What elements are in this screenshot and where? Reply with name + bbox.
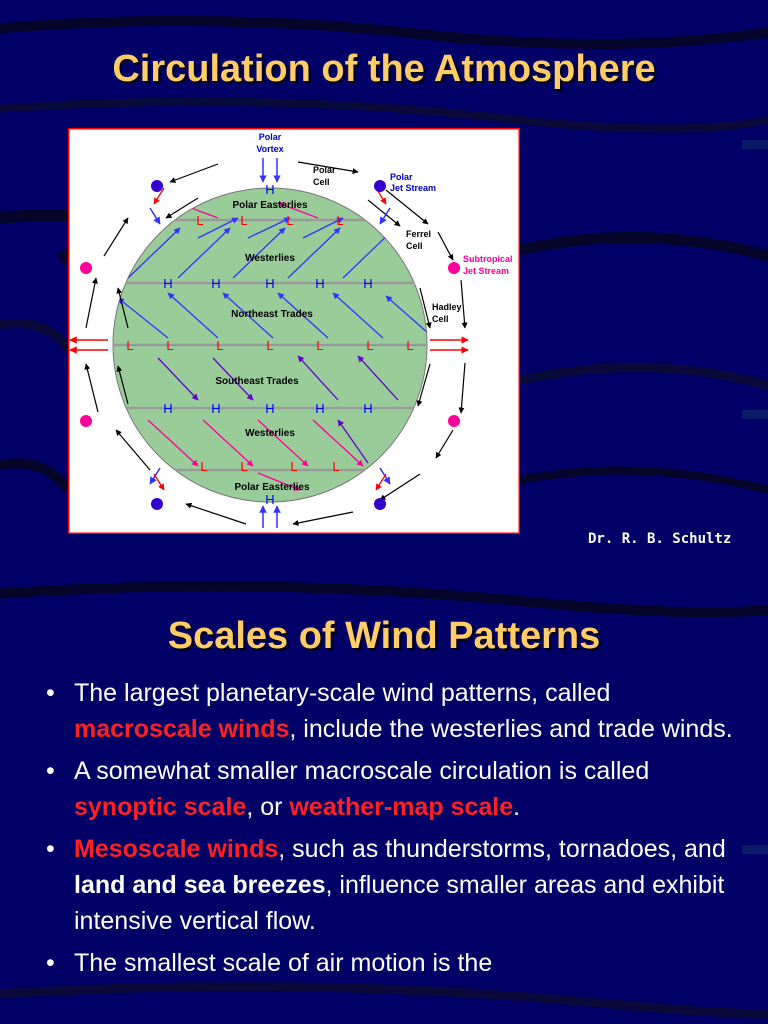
term-weather-map-scale: weather-map scale	[289, 793, 514, 821]
term-macroscale-winds: macroscale winds	[74, 715, 290, 743]
high-pressure-symbol: H	[163, 276, 173, 291]
label-hadley-cell: Cell	[432, 314, 449, 324]
high-pressure-symbol: H	[265, 182, 275, 197]
high-pressure-symbol: H	[265, 401, 275, 416]
low-pressure-symbol: L	[406, 338, 414, 353]
label-polar-cell: Cell	[313, 177, 330, 187]
bullet-item: • Mesoscale winds, such as thunderstorms, tornadoes, and land and sea breezes, influence smaller areas and exhibit intensive vertical flow.	[46, 831, 746, 939]
label-polar-jet-stream: Jet Stream	[390, 183, 437, 193]
slide-wind-scales	[0, 575, 768, 1024]
label-westerlies-north: Westerlies	[245, 253, 295, 264]
term-land-sea-breezes: land and sea breezes	[74, 871, 326, 899]
subtropical-jet-stream-dot	[448, 415, 460, 427]
low-pressure-symbol: L	[290, 459, 298, 474]
low-pressure-symbol: L	[216, 338, 224, 353]
label-subtropical-jet-stream: Subtropical	[463, 254, 513, 264]
bullet-list	[46, 675, 746, 987]
polar-jet-stream-dot	[374, 180, 386, 192]
high-pressure-symbol: H	[265, 276, 275, 291]
slide-title: Scales of Wind Patterns	[167, 615, 601, 657]
subtropical-jet-stream-dot	[80, 262, 92, 274]
label-polar-vortex: Vortex	[256, 144, 284, 154]
label-northeast-trades: Northeast Trades	[231, 309, 313, 320]
subtropical-jet-stream-dot	[80, 415, 92, 427]
low-pressure-symbol: L	[126, 338, 134, 353]
low-pressure-symbol: L	[200, 459, 208, 474]
high-pressure-symbol: H	[315, 276, 325, 291]
bullet-item: • The smallest scale of air motion is the	[46, 945, 746, 981]
low-pressure-symbol: L	[266, 338, 274, 353]
label-subtropical-jet-stream: Jet Stream	[463, 266, 510, 276]
high-pressure-symbol: H	[265, 492, 275, 507]
low-pressure-symbol: L	[366, 338, 374, 353]
low-pressure-symbol: L	[336, 213, 344, 228]
low-pressure-symbol: L	[240, 213, 248, 228]
label-polar-easterlies-north: Polar Easterlies	[232, 200, 308, 211]
low-pressure-symbol: L	[240, 459, 248, 474]
high-pressure-symbol: H	[163, 401, 173, 416]
low-pressure-symbol: L	[196, 213, 204, 228]
label-hadley-cell: Hadley	[432, 302, 462, 312]
circulation-diagram	[68, 128, 520, 534]
low-pressure-symbol: L	[286, 213, 294, 228]
label-polar-jet-stream: Polar	[390, 172, 413, 182]
bullet-item: • A somewhat smaller macroscale circulation is called synoptic scale, or weather-map scale.	[46, 753, 746, 825]
label-polar-cell: Polar	[313, 165, 336, 175]
low-pressure-symbol: L	[332, 459, 340, 474]
label-ferrel-cell: Ferrel	[406, 229, 432, 239]
label-southeast-trades: Southeast Trades	[215, 376, 299, 387]
label-polar-easterlies-south: Polar Easterlies	[234, 482, 310, 493]
slide-title: Circulation of the Atmosphere	[112, 48, 656, 90]
label-westerlies-south: Westerlies	[245, 428, 295, 439]
high-pressure-symbol: H	[211, 401, 221, 416]
subtropical-jet-stream-dot	[448, 262, 460, 274]
label-polar-vortex: Polar	[258, 132, 282, 142]
polar-jet-stream-dot	[151, 180, 163, 192]
polar-jet-stream-dot	[374, 498, 386, 510]
high-pressure-symbol: H	[363, 276, 373, 291]
low-pressure-symbol: L	[166, 338, 174, 353]
term-synoptic-scale: synoptic scale	[74, 793, 247, 821]
author-credit: Dr. R. B. Schultz	[588, 531, 732, 547]
high-pressure-symbol: H	[363, 401, 373, 416]
low-pressure-symbol: L	[316, 338, 324, 353]
polar-jet-stream-dot	[151, 498, 163, 510]
label-ferrel-cell: Cell	[406, 241, 423, 251]
high-pressure-symbol: H	[211, 276, 221, 291]
term-mesoscale-winds: Mesoscale winds	[74, 835, 279, 863]
high-pressure-symbol: H	[315, 401, 325, 416]
bullet-item: • The largest planetary-scale wind patterns, called macroscale winds, include the westerlies and trade winds.	[46, 675, 746, 747]
